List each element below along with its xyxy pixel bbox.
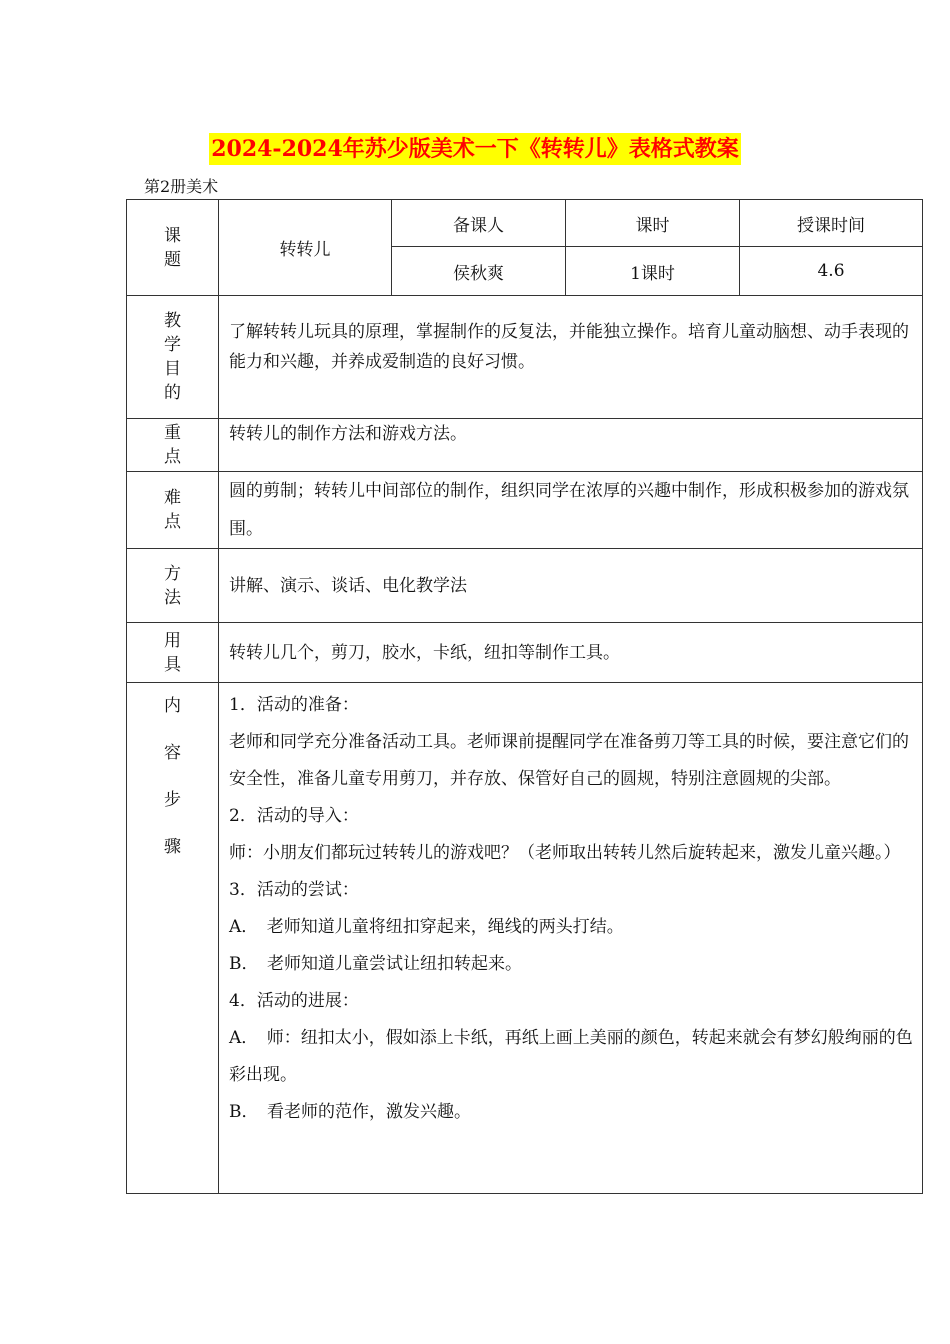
difficulty-label-char: 点 (164, 512, 181, 532)
lesson-plan-table (126, 199, 923, 1194)
title-wrap (0, 133, 950, 165)
tools-label-char: 用 (164, 630, 181, 651)
focus-row (127, 419, 923, 472)
topic-label-char: 课 (164, 225, 181, 246)
goal-label-char: 教 (164, 311, 181, 331)
tools-label-char: 具 (164, 654, 181, 675)
content-label-char: 骤 (164, 837, 181, 857)
hours-label: 课时 (566, 200, 740, 247)
topic-value: 转转儿 (219, 200, 392, 296)
content-label-char: 内 (164, 696, 181, 716)
method-text: 讲解、演示、谈话、电化教学法 (219, 549, 923, 623)
step-heading: 1．活动的准备： (229, 695, 359, 715)
goal-label-char: 目 (164, 359, 181, 379)
content-label-cell (127, 683, 219, 1194)
difficulty-label-char: 难 (164, 488, 181, 508)
step-item: B． 看老师的范作，激发兴趣。 (229, 1102, 471, 1122)
step-heading: 2．活动的导入： (229, 806, 359, 826)
method-label-char: 法 (164, 587, 181, 608)
method-label-char: 方 (164, 563, 181, 584)
step-item: A． 老师知道儿童将纽扣穿起来，绳线的两头打结。 (229, 917, 624, 937)
focus-label-char: 重 (164, 423, 181, 443)
difficulty-text: 圆的剪制；转转儿中间部位的制作，组织同学在浓厚的兴趣中制作，形成积极参加的游戏氛围。 (219, 472, 923, 549)
content-steps (219, 683, 923, 1194)
goal-label-cell (127, 296, 219, 419)
content-row (127, 683, 923, 1194)
difficulty-label-cell (127, 472, 219, 549)
topic-label-cell (127, 200, 219, 296)
date-value: 4.6 (740, 247, 923, 296)
preparer-value: 侯秋爽 (392, 247, 566, 296)
step-item: A． 师：纽扣太小，假如添上卡纸，再纸上画上美丽的颜色，转起来就会有梦幻般绚丽的色彩出现。 (229, 1028, 913, 1085)
goal-label-char: 学 (164, 335, 181, 355)
volume-label: 第2册美术 (144, 177, 219, 196)
tools-row (127, 623, 923, 683)
date-label: 授课时间 (740, 200, 923, 247)
goal-row (127, 296, 923, 419)
focus-text: 转转儿的制作方法和游戏方法。 (219, 419, 923, 472)
step-heading: 3．活动的尝试： (229, 880, 359, 900)
document-title: 2024-2024年苏少版美术一下《转转儿》表格式教案 (209, 133, 741, 165)
focus-label-char: 点 (164, 447, 181, 467)
tools-label-cell (127, 623, 219, 683)
topic-label-char: 题 (164, 249, 181, 270)
hours-value: 1课时 (566, 247, 740, 296)
goal-label-char: 的 (164, 383, 181, 403)
content-label-char: 步 (164, 790, 181, 810)
method-row (127, 549, 923, 623)
tools-text: 转转儿几个，剪刀，胶水，卡纸，纽扣等制作工具。 (219, 623, 923, 683)
step-heading: 4．活动的进展： (229, 991, 359, 1011)
difficulty-row (127, 472, 923, 549)
content-label-char: 容 (164, 743, 181, 763)
step-paragraph: 师：小朋友们都玩过转转儿的游戏吧？（老师取出转转儿然后旋转起来，激发儿童兴趣。） (229, 843, 901, 863)
step-item: B． 老师知道儿童尝试让纽扣转起来。 (229, 954, 522, 974)
header-row-1 (127, 200, 923, 247)
preparer-label: 备课人 (392, 200, 566, 247)
method-label-cell (127, 549, 219, 623)
focus-label-cell (127, 419, 219, 472)
goal-text: 了解转转儿玩具的原理，掌握制作的反复法，并能独立操作。培育儿童动脑想、动手表现的能力和兴趣，并养成爱制造的良好习惯。 (219, 296, 923, 419)
step-paragraph: 老师和同学充分准备活动工具。老师课前提醒同学在准备剪刀等工具的时候，要注意它们的安全性，准备儿童专用剪刀，并存放、保管好自己的圆规，特别注意圆规的尖部。 (229, 732, 909, 789)
